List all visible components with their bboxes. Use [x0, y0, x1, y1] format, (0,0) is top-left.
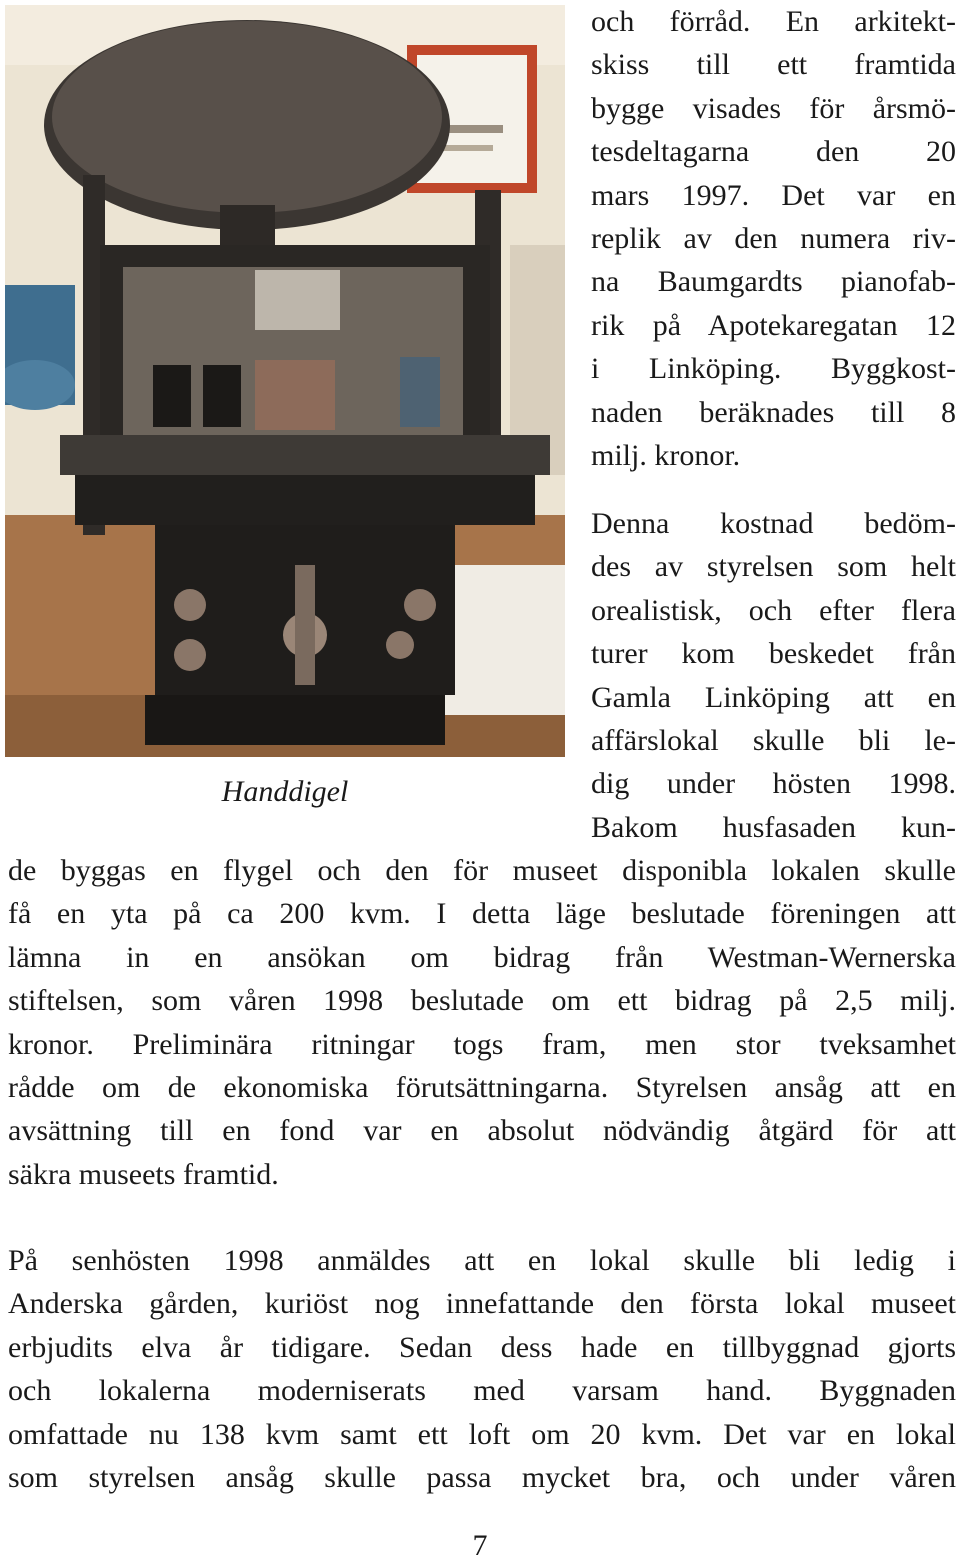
text-line: erbjudits elva år tidigare. Sedan dess hade en tillbyggnad gjorts	[8, 1330, 956, 1364]
text-line: affärslokal skulle bli le-	[591, 724, 956, 758]
text-line: rik på Apotekaregatan 12	[591, 308, 956, 342]
paragraph-2-full	[8, 849, 956, 1196]
text-line: avsättning till en fond var en absolut nödvändig åtgärd för att	[8, 1114, 956, 1148]
page-number: 7	[472, 1529, 488, 1562]
text-line: dig under hösten 1998.	[591, 767, 956, 801]
paragraph-2-column	[591, 502, 956, 849]
text-line: Bakom husfasaden kun-	[591, 810, 956, 844]
text-line: Denna kostnad bedöm-	[591, 507, 956, 540]
text-line: och förråd. En arkitekt-	[591, 5, 956, 38]
text-line: rådde om de ekonomiska förutsättningarna. Styrelsen ansåg att en	[8, 1071, 956, 1105]
figure-caption: Handdigel	[221, 775, 349, 808]
text-line: få en yta på ca 200 kvm. I detta läge beslutade föreningen att	[8, 897, 956, 931]
text-line: milj. kronor.	[591, 439, 741, 473]
text-line: i Linköping. Byggkost-	[591, 352, 956, 386]
text-line: säkra museets framtid.	[8, 1157, 279, 1191]
text-line: bygge visades för årsmö-	[591, 91, 956, 125]
paragraph-1	[591, 0, 956, 477]
text-line: orealistisk, och efter flera	[591, 593, 956, 627]
text-line: kronor. Preliminära ritningar togs fram, men stor tveksamhet	[8, 1027, 956, 1061]
text-line: och lokalerna moderniserats med varsam hand. Byggnaden	[8, 1374, 956, 1408]
text-line: tesdeltagarna den 20	[591, 135, 956, 169]
text-line: skiss till ett framtida	[591, 48, 956, 82]
hand-press-illustration	[5, 5, 565, 757]
hand-press-photo	[5, 5, 565, 757]
text-line: turer kom beskedet från	[591, 637, 956, 671]
text-line: Anderska gården, kuriöst nog innefattande den första lokal museet	[8, 1287, 956, 1321]
text-line: Gamla Linköping att en	[591, 680, 956, 714]
text-line: lämna in en ansökan om bidrag från Westman-Wernerska	[8, 940, 956, 974]
text-line: de byggas en flygel och den för museet disponibla lokalen skulle	[8, 854, 956, 887]
text-line: På senhösten 1998 anmäldes att en lokal skulle bli ledig i	[8, 1244, 956, 1277]
text-line: replik av den numera riv-	[591, 222, 956, 256]
text-line: stiftelsen, som våren 1998 beslutade om ett bidrag på 2,5 milj.	[8, 984, 956, 1018]
text-line: des av styrelsen som helt	[591, 550, 956, 584]
text-line: naden beräknades till 8	[591, 395, 956, 429]
text-line: na Baumgardts pianofab-	[591, 265, 956, 299]
text-line: som styrelsen ansåg skulle passa mycket bra, och under våren	[8, 1461, 956, 1495]
text-line: omfattade nu 138 kvm samt ett loft om 20 kvm. Det var en lokal	[8, 1417, 956, 1451]
text-line: mars 1997. Det var en	[591, 178, 956, 212]
paragraph-3	[8, 1239, 956, 1499]
